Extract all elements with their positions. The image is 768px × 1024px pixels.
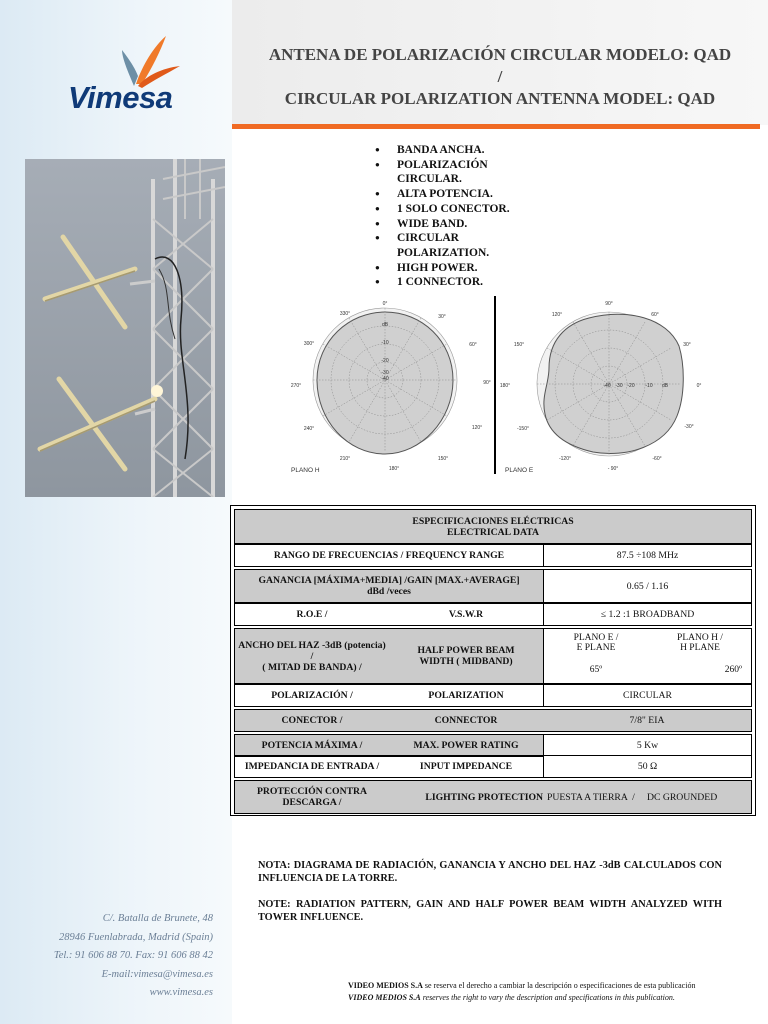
page-header xyxy=(232,0,768,125)
disclaimer-english-text: reserves the right to vary the description and specifications in this publication. xyxy=(420,993,675,1002)
address-street: C/. Batalla de Brunete, 48 xyxy=(102,913,213,924)
power-label-spanish: POTENCIA MÁXIMA / xyxy=(261,740,363,751)
e-angle-180: 180° xyxy=(499,383,511,389)
address-phone: Tel.: 91 606 88 70. Fax: 91 606 88 42 xyxy=(53,950,213,961)
polarization-label-spanish: POLARIZACIÓN / xyxy=(271,690,353,701)
spec-row-beamwidth xyxy=(234,628,752,684)
e-db-20: -20 xyxy=(627,383,635,389)
beam-label-en-1: HALF POWER BEAM xyxy=(417,645,515,656)
plane-e-sublabel: E PLANE xyxy=(576,643,616,653)
disclaimer-company: VIDEO MEDIOS S.A xyxy=(348,981,423,990)
electrical-specs-table xyxy=(230,505,756,816)
sidebar xyxy=(0,0,232,1024)
plane-e-value: 65º xyxy=(589,665,603,675)
impedance-value: 50 Ω xyxy=(543,756,751,777)
feature-item: ● ALTA POTENCIA. xyxy=(375,187,537,202)
plane-h-sublabel: H PLANE xyxy=(680,643,720,653)
vswr-label-spanish: R.O.E / xyxy=(296,609,328,620)
connector-label-spanish: CONECTOR / xyxy=(281,715,343,726)
feature-item: ● 1 SOLO CONECTOR. xyxy=(375,202,537,217)
title-english: CIRCULAR POLARIZATION ANTENNA MODEL: QAD xyxy=(284,89,716,108)
e-angle-m120: -120° xyxy=(558,456,572,462)
e-angle-90: 90° xyxy=(605,301,613,307)
e-db-label: dB xyxy=(661,383,669,389)
company-address xyxy=(54,910,213,1003)
feature-item: ● POLARIZACIÓN CIRCULAR. xyxy=(375,158,537,187)
plane-h-value: 260º xyxy=(724,665,742,675)
h-db-20: -20 xyxy=(381,358,389,364)
h-angle-60: 60° xyxy=(469,342,477,348)
protection-label-es-1: PROTECCIÓN CONTRA xyxy=(256,786,368,797)
e-db-40: -40 xyxy=(603,383,611,389)
specs-title-english: ELECTRICAL DATA xyxy=(447,526,539,538)
feature-item: ● 1 CONNECTOR. xyxy=(375,275,537,290)
h-angle-120: 120° xyxy=(471,425,483,431)
spec-row-power xyxy=(234,734,752,757)
disclaimer-company-en: VIDEO MEDIOS S.A xyxy=(348,993,421,1002)
e-angle-m30: -30° xyxy=(684,424,694,430)
h-angle-210: 210° xyxy=(339,456,351,462)
gain-label: GANANCIA [MÁXIMA+MEDIA] /GAIN [MAX.+AVERAGE] xyxy=(258,575,520,586)
beam-label-es-3: ( MITAD DE BANDA) / xyxy=(262,661,362,673)
protection-label-es-2: DESCARGA / xyxy=(282,797,342,808)
brand-name: Vimesa xyxy=(68,80,173,115)
note-spanish: NOTA: DIAGRAMA DE RADIACIÓN, GANANCIA Y ANCHO DEL HAZ -3dB CALCULADOS CON INFLUENCIA DE LA TORRE. xyxy=(258,860,722,884)
feature-item: ● CIRCULAR POLARIZATION. xyxy=(375,231,537,260)
spec-row-gain xyxy=(234,569,752,603)
e-plane-caption: PLANO E xyxy=(505,467,534,474)
h-angle-90: 90° xyxy=(483,380,491,386)
radiation-diagrams xyxy=(287,296,707,476)
h-plane-diagram xyxy=(291,301,491,474)
e-plane-diagram xyxy=(500,301,702,474)
protection-value: PUESTA A TIERRA / DC GROUNDED xyxy=(547,791,718,803)
e-angle-120: 120° xyxy=(551,312,563,318)
connector-value: 7/8" EIA xyxy=(629,715,665,726)
protection-label-english: LIGHTING PROTECTION xyxy=(425,791,543,803)
e-angle-m60: -60° xyxy=(652,456,662,462)
h-angle-180: 180° xyxy=(388,466,400,472)
impedance-label-english: INPUT IMPEDANCE xyxy=(419,761,513,772)
h-db-30: -30 xyxy=(381,370,389,376)
polarization-value: CIRCULAR xyxy=(543,685,751,706)
address-email[interactable]: E-mail:vimesa@vimesa.es xyxy=(101,968,213,980)
vswr-label-english: V.S.W.R xyxy=(448,609,484,620)
antenna-photo xyxy=(25,159,225,497)
h-angle-150: 150° xyxy=(437,456,449,462)
power-label-english: MAX. POWER RATING xyxy=(413,740,519,751)
note-english: NOTE: RADIATION PATTERN, GAIN AND HALF POWER BEAM WIDTH ANALYZED WITH TOWER INFLUENCE. xyxy=(258,899,722,923)
e-db-10: -10 xyxy=(645,383,653,389)
spec-row-polarization xyxy=(234,684,752,707)
beam-label-es-2: / xyxy=(310,650,314,662)
h-angle-300: 300° xyxy=(303,341,315,347)
e-db-30: -30 xyxy=(615,383,623,389)
specs-title-spanish: ESPECIFICACIONES ELÉCTRICAS xyxy=(412,515,574,527)
address-city: 28946 Fuenlabrada, Madrid (Spain) xyxy=(59,931,213,943)
frequency-value: 87.5 ÷108 MHz xyxy=(543,545,751,566)
e-angle-0: 0° xyxy=(696,383,702,389)
title-spanish: ANTENA DE POLARIZACIÓN CIRCULAR MODELO: QAD xyxy=(268,45,732,64)
spec-row-vswr xyxy=(234,603,752,626)
h-plane-caption: PLANO H xyxy=(291,467,320,474)
spec-row-frequency xyxy=(234,544,752,567)
beam-label-es-1: ANCHO DEL HAZ -3dB (potencia) xyxy=(238,639,386,651)
h-angle-240: 240° xyxy=(303,426,315,432)
h-angle-330: 330° xyxy=(339,311,351,317)
h-angle-0: 0° xyxy=(382,301,388,307)
page-title xyxy=(232,44,768,110)
title-separator: / xyxy=(497,67,503,86)
header-divider xyxy=(232,124,760,129)
e-angle-m90: - 90° xyxy=(607,466,619,472)
h-db-40: -40 xyxy=(381,376,389,382)
spec-row-impedance xyxy=(234,755,752,778)
vswr-value: ≤ 1.2 :1 BROADBAND xyxy=(543,604,751,625)
e-angle-m150: -150° xyxy=(516,426,530,432)
e-angle-30: 30° xyxy=(683,342,691,348)
frequency-label: RANGO DE FRECUENCIAS / FREQUENCY RANGE xyxy=(273,550,505,561)
impedance-label-spanish: IMPEDANCIA DE ENTRADA / xyxy=(244,761,380,772)
plane-h-label: PLANO H / xyxy=(677,633,723,643)
power-value: 5 Kw xyxy=(543,735,751,756)
h-angle-270: 270° xyxy=(290,383,302,389)
footer-disclaimer xyxy=(348,980,695,1004)
e-angle-60: 60° xyxy=(651,312,659,318)
specs-header xyxy=(234,509,752,544)
spec-row-protection xyxy=(234,780,752,814)
h-db-label: dB xyxy=(381,322,389,328)
h-db-10: -10 xyxy=(381,340,389,346)
h-angle-30: 30° xyxy=(438,314,446,320)
disclaimer-english xyxy=(348,992,695,1004)
feature-list xyxy=(375,143,537,290)
disclaimer-spanish-text: se reserva el derecho a cambiar la descripción o especificaciones de esta publicación xyxy=(422,981,696,990)
e-angle-150: 150° xyxy=(513,342,525,348)
spec-row-connector xyxy=(234,709,752,732)
disclaimer-spanish xyxy=(348,980,695,992)
gain-value: 0.65 / 1.16 xyxy=(543,570,751,602)
beam-label-en-2: WIDTH ( MIDBAND) xyxy=(419,656,513,667)
polarization-label-english: POLARIZATION xyxy=(428,690,504,701)
feature-item: ● WIDE BAND. xyxy=(375,217,537,232)
plane-e-label: PLANO E / xyxy=(573,633,619,643)
feature-item: ● BANDA ANCHA. xyxy=(375,143,537,158)
feature-item: ● HIGH POWER. xyxy=(375,261,537,276)
gain-units: dBd /veces xyxy=(367,586,411,597)
address-website[interactable]: www.vimesa.es xyxy=(149,987,213,998)
connector-label-english: CONNECTOR xyxy=(434,715,498,726)
